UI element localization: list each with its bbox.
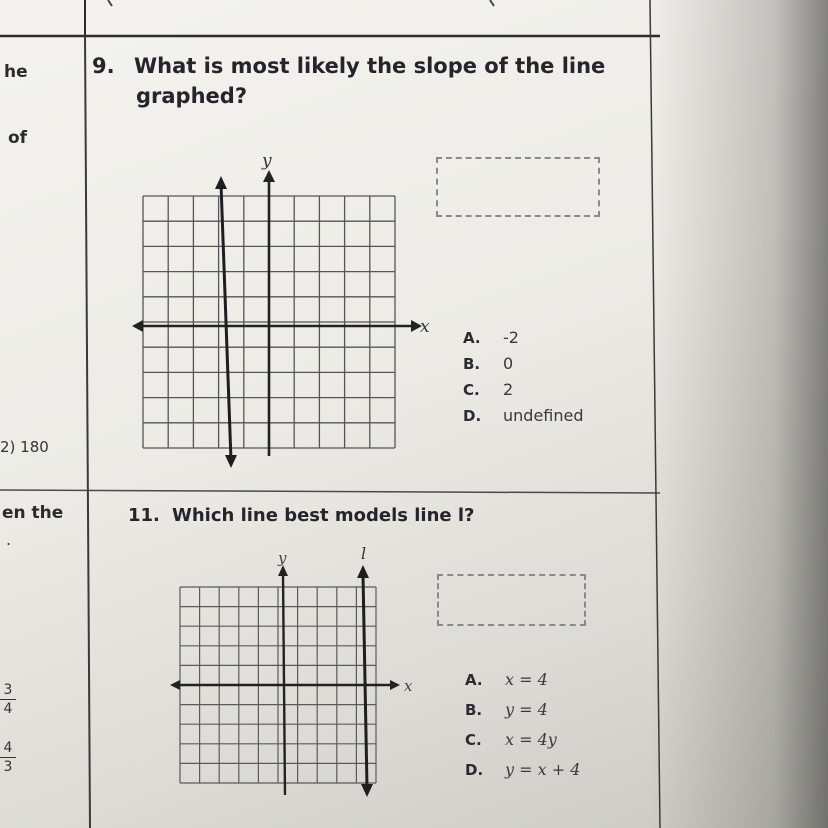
option-a[interactable]: [463, 328, 584, 354]
option-value: y = 4: [505, 700, 548, 719]
option-letter: B.: [463, 355, 481, 373]
left-fraction-4-3: [0, 740, 16, 775]
option-letter: B.: [465, 701, 483, 719]
line-l-top-arrow: [357, 565, 369, 578]
option-letter: A.: [463, 329, 481, 347]
question-9-line2: graphed?: [136, 84, 247, 108]
row-divider: [0, 490, 660, 493]
option-b[interactable]: [465, 700, 580, 730]
x-axis-left-arrow: [170, 680, 180, 690]
fraction-denominator: 3: [3, 759, 13, 775]
fraction-numerator: 4: [3, 740, 13, 756]
option-letter: C.: [463, 381, 480, 399]
question-11-text: Which line best models line l?: [172, 505, 475, 526]
question-9-graph: [128, 148, 438, 473]
option-letter: D.: [465, 761, 484, 779]
question-11-answer-box[interactable]: [437, 574, 586, 626]
option-value: y = x + 4: [505, 760, 581, 779]
option-c[interactable]: [465, 730, 580, 760]
option-value: -2: [503, 328, 519, 347]
column-divider: [85, 36, 90, 828]
option-c[interactable]: [463, 380, 584, 406]
line-bottom-arrow: [225, 455, 237, 468]
option-value: 0: [503, 354, 514, 373]
question-11-number: 11.: [128, 505, 160, 526]
left-fragment-he: he: [4, 62, 28, 82]
cut-off-mark: [108, 0, 112, 6]
option-value: x = 4y: [505, 730, 557, 749]
option-d[interactable]: [465, 760, 580, 790]
option-value: 2: [503, 380, 514, 399]
line-l-label: l: [361, 545, 367, 563]
right-border: [650, 0, 660, 828]
fraction-numerator: 3: [3, 682, 13, 698]
option-a[interactable]: [465, 670, 580, 700]
y-axis-label: y: [278, 549, 287, 567]
option-value: undefined: [503, 406, 584, 425]
x-axis-label: x: [420, 317, 430, 337]
left-fragment-en-the: en the: [2, 503, 64, 523]
fraction-bar: [0, 757, 16, 758]
left-fragment-180: 2) 180: [0, 438, 49, 456]
line-l-bottom-arrow: [361, 784, 373, 797]
fraction-bar: [0, 699, 16, 700]
question-9-number: 9.: [92, 54, 115, 78]
left-fraction-3-4: [0, 682, 16, 717]
option-letter: A.: [465, 671, 483, 689]
line-top-arrow: [215, 176, 227, 189]
question-11-options: [465, 670, 580, 790]
y-axis-arrow: [263, 170, 275, 182]
question-9-line1: What is most likely the slope of the line: [134, 54, 606, 78]
question-11-graph: [168, 545, 428, 805]
y-axis-label: y: [262, 151, 272, 171]
cut-off-mark: [490, 0, 494, 6]
x-axis-right-arrow: [390, 680, 400, 690]
question-9-options: [463, 328, 584, 432]
x-axis-label: x: [404, 677, 413, 695]
option-letter: C.: [465, 731, 482, 749]
x-axis-left-arrow: [132, 320, 143, 332]
fraction-denominator: 4: [3, 701, 13, 717]
left-fragment-period: .: [6, 530, 12, 549]
question-9-answer-box[interactable]: [436, 157, 600, 217]
option-letter: D.: [463, 407, 482, 425]
option-d[interactable]: [463, 406, 584, 432]
option-value: x = 4: [505, 670, 548, 689]
left-fragment-of: of: [8, 128, 28, 148]
option-b[interactable]: [463, 354, 584, 380]
